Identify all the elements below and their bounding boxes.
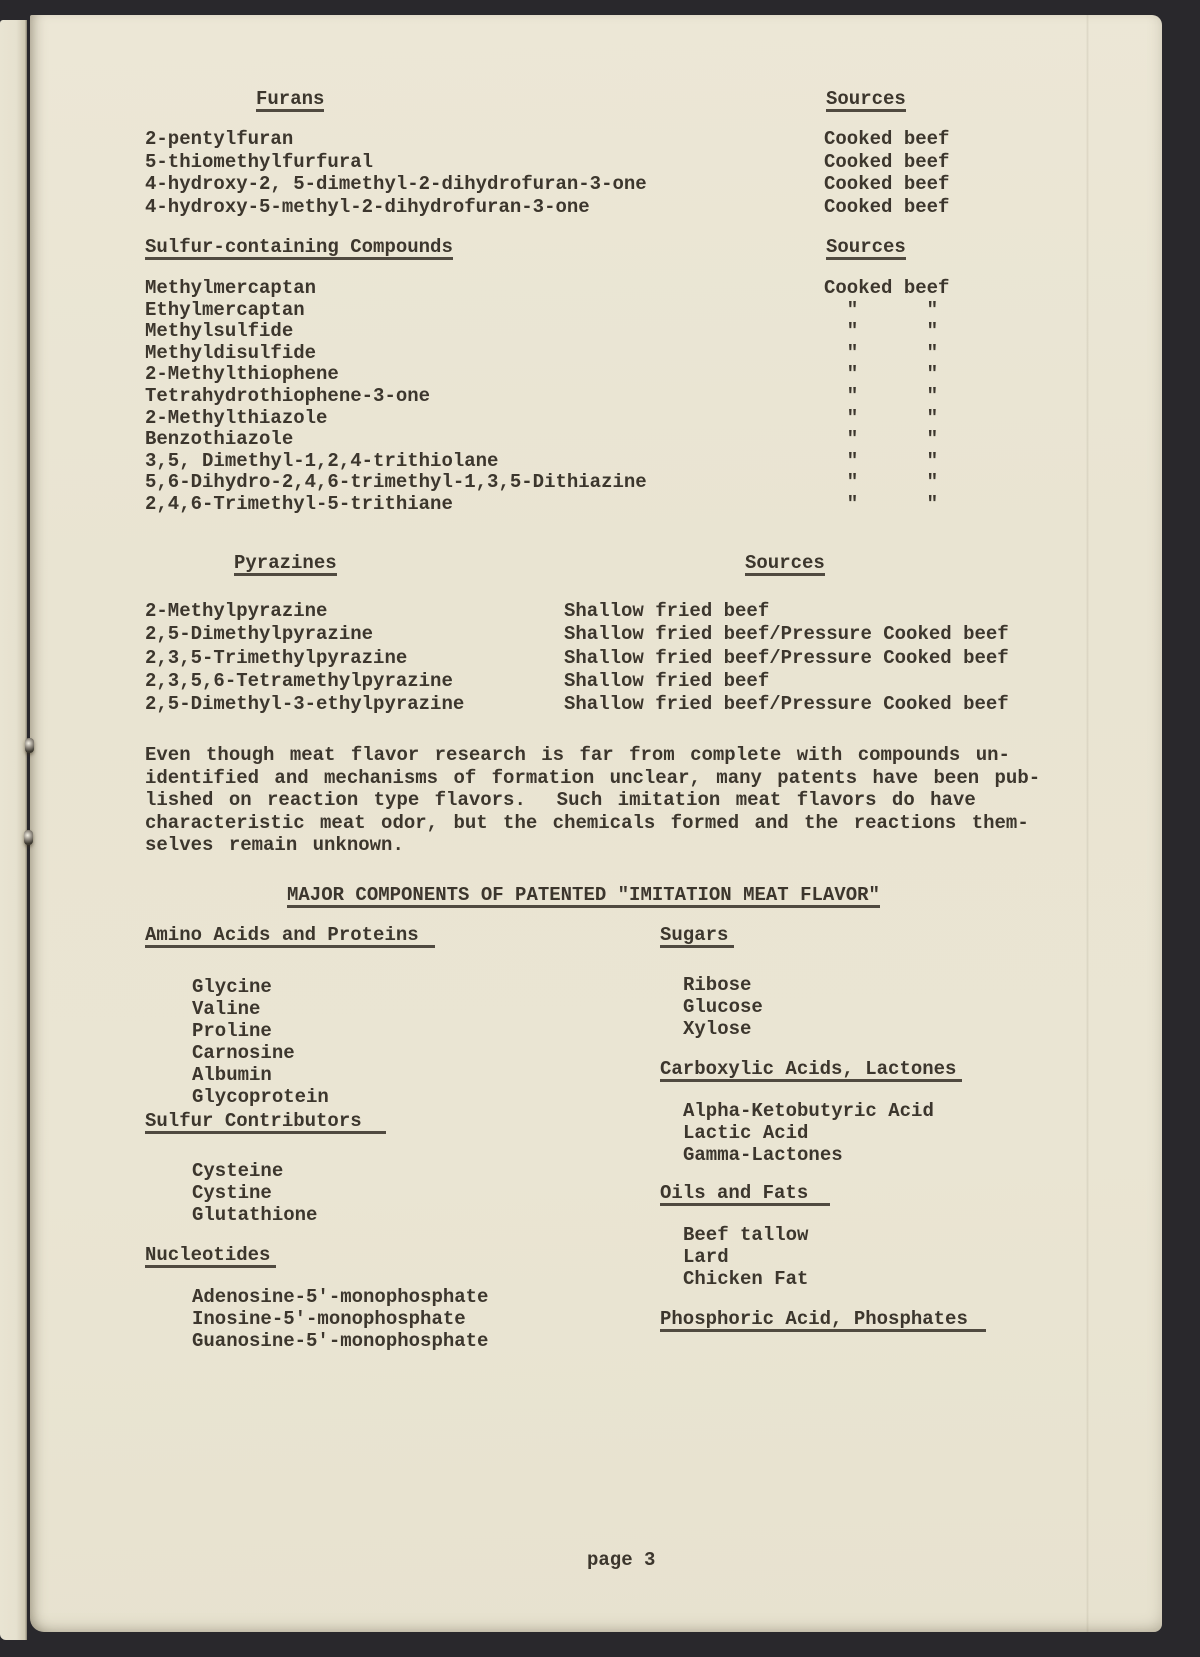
components-left-column [145, 15, 625, 1632]
source-cell: " " [824, 298, 939, 321]
category-items [192, 1286, 488, 1352]
source-cell: Shallow fried beef/Pressure Cooked beef [564, 693, 1009, 716]
compound-cell: 2,3,5-Trimethylpyrazine [145, 646, 408, 669]
compound-cell: Benzothiazole [145, 428, 294, 451]
component-item: Lactic Acid [683, 1122, 809, 1144]
component-item: Glycine [192, 976, 272, 998]
source-cell: Shallow fried beef/Pressure Cooked beef [564, 646, 1009, 669]
source-cell: Cooked beef [824, 150, 950, 173]
staple [24, 830, 33, 845]
compound-cell: 5,6-Dihydro-2,4,6-trimethyl-1,3,5-Dithiazine [145, 471, 647, 494]
paragraph-line: identified and mechanisms of formation unclear, many patents have been pub- [145, 766, 1041, 789]
staple [25, 738, 34, 753]
component-item: Alpha-Ketobutyric Acid [683, 1100, 934, 1122]
compound-cell: 2,5-Dimethylpyrazine [145, 623, 374, 646]
source-cell: Cooked beef [824, 277, 950, 299]
source-cell: Shallow fried beef [564, 669, 770, 692]
compound-cell: Tetrahydrothiophene-3-one [145, 384, 431, 407]
source-cell: " " [824, 471, 939, 494]
paragraph-line: lished on reaction type flavors. Such imitation meat flavors do have [145, 789, 976, 811]
source-cell: Cooked beef [824, 128, 950, 150]
source-cell: Shallow fried beef/Pressure Cooked beef [564, 623, 1009, 646]
component-item: Cysteine [192, 1160, 284, 1182]
source-cell: Cooked beef [824, 195, 950, 218]
category-heading: Sulfur Contributors [145, 1111, 386, 1134]
component-item: Adenosine-5'-monophosphate [192, 1286, 489, 1308]
compound-cell: 2-Methylpyrazine [145, 600, 328, 622]
category-heading: Amino Acids and Proteins [145, 925, 435, 948]
category-items [192, 1160, 317, 1226]
compound-cell: 4-hydroxy-5-methyl-2-dihydrofuran-3-one [145, 195, 590, 218]
compound-cell: 2-Methylthiophene [145, 363, 339, 386]
compound-cell: Methyldisulfide [145, 341, 317, 364]
sulfur-sources-heading: Sources [826, 236, 906, 258]
source-cell: " " [824, 428, 939, 451]
source-cell: " " [824, 406, 939, 429]
compound-cell: 2,4,6-Trimethyl-5-trithiane [145, 492, 453, 515]
furans-heading: Furans [256, 88, 325, 110]
component-item: Guanosine-5'-monophosphate [192, 1330, 489, 1352]
compound-cell: 5-thiomethylfurfural [145, 150, 374, 173]
source-cell: " " [824, 449, 939, 472]
compound-cell: 3,5, Dimethyl-1,2,4-trithiolane [145, 449, 499, 472]
pyrazines-sources-heading: Sources [745, 552, 825, 574]
compound-cell: 2-pentylfuran [145, 128, 294, 150]
paragraph-line: selves remain unknown. [145, 834, 404, 856]
source-cell: " " [824, 363, 939, 386]
pyrazines-heading: Pyrazines [234, 552, 337, 574]
underlying-page-edge [0, 20, 27, 1640]
paragraph-line: Even though meat flavor research is far from complete with compounds un- [145, 744, 1010, 766]
category-items [683, 1100, 934, 1166]
compound-cell: Ethylmercaptan [145, 298, 305, 321]
component-item: Valine [192, 998, 261, 1020]
category-heading: Carboxylic Acids, Lactones [660, 1059, 962, 1082]
component-item: Gamma-Lactones [683, 1144, 843, 1166]
component-item: Inosine-5'-monophosphate [192, 1308, 466, 1330]
component-item: Albumin [192, 1064, 272, 1086]
category-heading: Sugars [660, 925, 734, 948]
component-item: Glycoprotein [192, 1086, 329, 1108]
compound-cell: Methylsulfide [145, 320, 294, 343]
source-cell: " " [824, 320, 939, 343]
source-cell: " " [824, 341, 939, 364]
source-cell: Shallow fried beef [564, 600, 770, 622]
component-item: Beef tallow [683, 1224, 809, 1246]
page-number: page 3 [587, 1549, 656, 1571]
sulfur-heading: Sulfur-containing Compounds [145, 236, 453, 258]
source-cell: " " [824, 384, 939, 407]
source-cell: Cooked beef [824, 173, 950, 195]
paper [30, 15, 1162, 1632]
component-item: Lard [683, 1246, 729, 1268]
major-components-heading: MAJOR COMPONENTS OF PATENTED "IMITATION MEAT FLAVOR" [287, 884, 880, 906]
compound-cell: 2,3,5,6-Tetramethylpyrazine [145, 669, 453, 692]
category-items [683, 1224, 808, 1290]
category-heading: Nucleotides [145, 1245, 276, 1268]
component-item: Ribose [683, 974, 752, 996]
source-cell: " " [824, 492, 939, 515]
component-item: Cystine [192, 1182, 272, 1204]
compound-cell: 2,5-Dimethyl-3-ethylpyrazine [145, 693, 465, 716]
category-items [192, 976, 329, 1108]
category-heading: Oils and Fats [660, 1183, 830, 1206]
category-items [683, 974, 763, 1040]
component-item: Glucose [683, 996, 763, 1018]
furans-sources-heading: Sources [826, 88, 906, 110]
component-item: Chicken Fat [683, 1268, 809, 1290]
component-item: Glutathione [192, 1204, 318, 1226]
component-item: Proline [192, 1020, 272, 1042]
components-right-column [660, 15, 1140, 1632]
compound-cell: 2-Methylthiazole [145, 406, 328, 429]
compound-cell: 4-hydroxy-2, 5-dimethyl-2-dihydrofuran-3-one [145, 173, 647, 195]
compound-cell: Methylmercaptan [145, 277, 317, 299]
component-item: Xylose [683, 1018, 752, 1040]
component-item: Carnosine [192, 1042, 295, 1064]
paragraph-line: characteristic meat odor, but the chemicals formed and the reactions them- [145, 811, 1029, 834]
category-heading: Phosphoric Acid, Phosphates [660, 1309, 986, 1332]
